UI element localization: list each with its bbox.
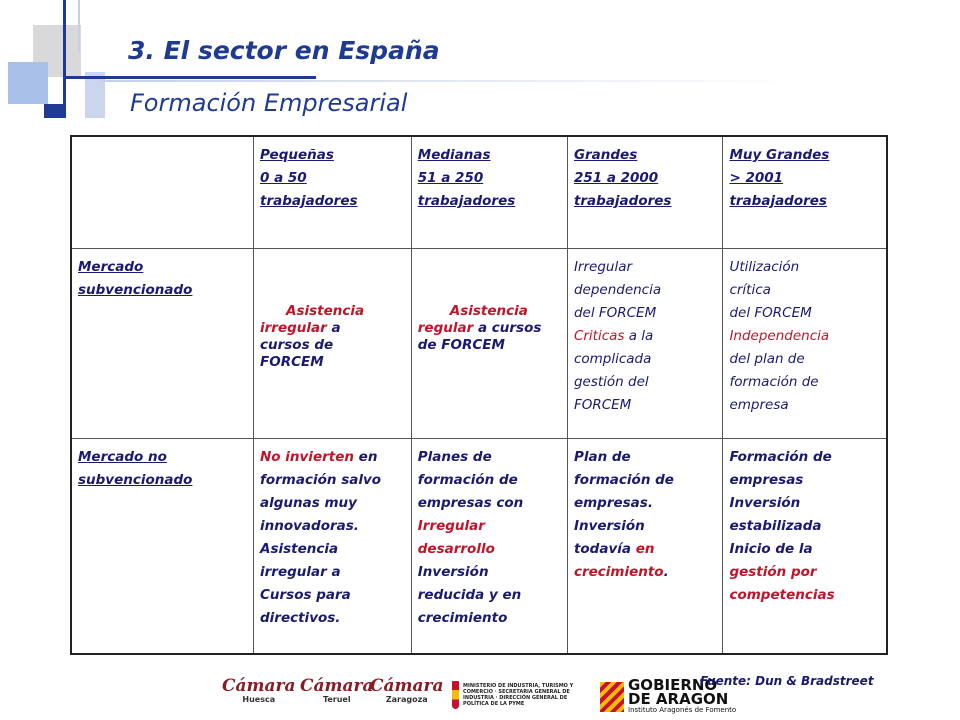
logo-text: DE ARAGON [628,690,729,708]
cell-text: formación de [417,471,518,488]
header-deco-line [78,0,80,52]
cell-text: irregular [260,319,327,336]
column-unit: trabajadores [417,193,516,209]
logo-text: GOBIERNO [628,676,718,694]
header-divider [100,80,800,82]
column-name: Medianas [417,147,491,163]
cell-text: Inversión [417,563,489,580]
column-name: Pequeñas [260,147,334,163]
cell-text: cursos de [260,336,334,353]
cell-text: Asistencia [286,302,365,319]
column-header-grandes [567,136,723,248]
cell-text: todavía [573,540,636,557]
cell-text: Cursos para [260,586,351,603]
column-name: Grandes [573,147,638,163]
cell-text: empresas [729,471,804,488]
cell-nosubv-muy-grandes [723,438,887,654]
cell-text: formación de [729,373,819,390]
logo-text: Cámara [222,676,296,696]
column-range: > 2001 [729,170,784,186]
cell-subv-pequenas [254,248,412,438]
cell-text: formación de [573,471,674,488]
column-header-medianas [411,136,567,248]
cell-text: Irregular [417,517,485,534]
cell-nosubv-pequenas [254,438,412,654]
header-deco-square [8,62,48,104]
cell-text: crítica [729,281,771,298]
column-unit: trabajadores [260,193,358,209]
table-row-mercado-subvencionado [71,248,887,438]
slide-subtitle: Formación Empresarial [130,89,408,117]
cell-text: dependencia [573,281,662,298]
cell-text: reducida y en [417,586,522,603]
cell-text: irregular a [260,563,341,580]
header-deco-line [66,76,316,79]
column-unit: trabajadores [573,193,672,209]
cell-text: regular [417,319,474,336]
row-header-no-subvencionado [71,438,254,654]
cell-text: gestión por [729,563,817,580]
cell-text: Utilización [729,258,800,275]
row-header-subvencionado [71,248,254,438]
cell-text: Plan de [573,448,631,465]
cell-text: FORCEM [260,353,324,370]
cell-text: Inversión [573,517,645,534]
cell-text: complicada [573,350,652,367]
cell-text: de FORCEM [417,336,505,353]
aragon-flag-icon [600,682,624,712]
header-deco-line [63,0,66,118]
cell-nosubv-medianas [411,438,567,654]
cell-text: en [635,540,655,557]
cell-text: crecimiento [417,609,508,626]
cell-text: a la [624,327,654,344]
cell-text: Formación de [729,448,832,465]
logo-text: Cámara [300,676,374,696]
cell-subv-medianas [411,248,567,438]
cell-text: formación salvo [260,471,382,488]
cell-text: del FORCEM [573,304,657,321]
table-row-mercado-no-subvencionado [71,438,887,654]
cell-text: empresas. [573,494,653,511]
cell-text: Irregular [573,258,633,275]
column-unit: trabajadores [729,193,827,209]
camara-teruel-logo [300,678,374,705]
cell-text: a [326,319,341,336]
column-header-pequenas [254,136,412,248]
logo-text: Cámara [370,676,444,696]
cell-text: Asistencia [260,540,339,557]
logo-text: MINISTERIO DE INDUSTRIA, TURISMO Y COMERCIO · SECRETARIA GENERAL DE INDUSTRIA · DIRECCIÓN GENERAL DE POLÍTICA DE LA PYME [463,683,574,707]
corner-cell [71,136,254,248]
column-header-muy-grandes [723,136,887,248]
column-range: 251 a 2000 [573,170,659,186]
camara-huesca-logo [222,678,296,705]
slide-title: 3. El sector en España [128,36,440,65]
cell-text: empresa [729,396,789,413]
cell-text: innovadoras. [260,517,359,534]
logo-city: Zaragoza [385,695,428,704]
cell-text: . [663,563,669,580]
column-range: 0 a 50 [260,170,307,186]
cell-text: del FORCEM [729,304,812,321]
logo-city: Huesca [242,695,276,704]
cell-text: Independencia [729,327,830,344]
cell-subv-grandes [567,248,723,438]
row-label: subvencionado [78,281,193,298]
cell-text: Criticas [573,327,625,344]
cell-text: empresas con [417,494,524,511]
cell-text: competencias [729,586,835,603]
cell-text: en [353,448,378,465]
row-label: Mercado [78,258,144,275]
logo-city: Teruel [322,695,351,704]
cell-nosubv-grandes [567,438,723,654]
cell-text: algunas muy [260,494,357,511]
logo-subtext: Instituto Aragonés de Fomento [628,706,737,714]
cell-text: gestión del [573,373,649,390]
cell-text: Planes de [417,448,492,465]
camara-zaragoza-logo [370,678,444,705]
source-note: Fuente: Dun & Bradstreet [700,674,874,688]
cell-text: No invierten [260,448,354,465]
cell-text: estabilizada [729,517,822,534]
cell-text: crecimiento [573,563,664,580]
formacion-table [70,135,888,655]
column-name: Muy Grandes [729,147,830,163]
cell-text: del plan de [729,350,805,367]
cell-text: Inversión [729,494,801,511]
cell-text: a cursos [473,319,542,336]
column-range: 51 a 250 [417,170,484,186]
cell-subv-muy-grandes [723,248,887,438]
row-label: subvencionado [78,471,193,488]
cell-text: directivos. [260,609,341,626]
cell-text: FORCEM [573,396,632,413]
table-header-row [71,136,887,248]
cell-text: Asistencia [449,302,528,319]
row-label: Mercado no [78,448,167,465]
coat-of-arms-icon [452,681,459,709]
cell-text: Inicio de la [729,540,813,557]
cell-text: desarrollo [417,540,495,557]
ministerio-logo [452,678,587,712]
